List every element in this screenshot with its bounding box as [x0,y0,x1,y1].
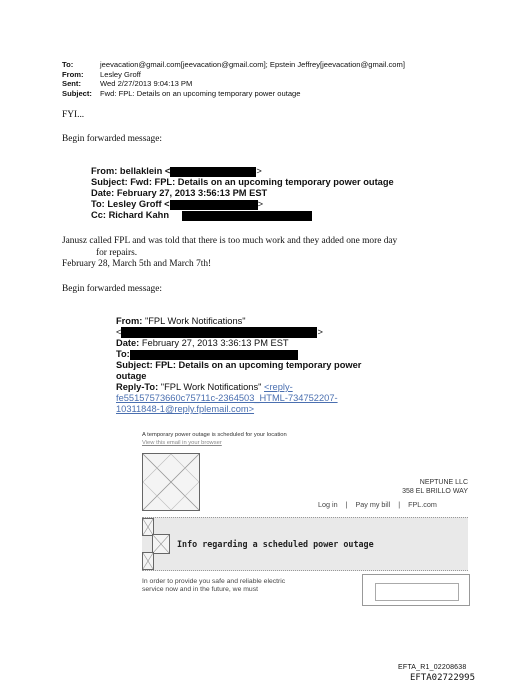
to-value: jeevacation@gmail.com[jeevacation@gmail.com]; Epstein Jeffrey[jeevacation@gmail.com] [100,60,405,69]
forward1-subject: Subject: Fwd: FPL: Details on an upcoming temporary power outage [91,177,394,187]
banner-heading: Info regarding a scheduled power outage [177,539,374,549]
redaction-box [170,200,258,210]
forward2-replyto-link1[interactable]: <reply- [264,382,293,393]
forward1-to-text: To: Lesley Groff < [91,199,170,209]
nav-fpl-link[interactable]: FPL.com [408,500,437,509]
view-in-browser-link[interactable]: View this email in your browser [142,440,222,446]
forward2-from-value: "FPL Work Notifications" [144,316,246,326]
note-block [62,236,462,271]
broken-image-icon [143,454,199,510]
sent-label: Sent: [62,79,81,89]
forward2-date [116,338,361,349]
subject-label: Subject: [62,88,92,98]
forward2-replyto-link2[interactable]: fe55157573660c75711c-2364503_HTML-734752207- [116,393,338,404]
redaction-box [182,211,312,221]
outage-notice: A temporary power outage is scheduled for your location [142,432,287,438]
side-panel-inner-box [375,583,459,601]
nav-login-link[interactable]: Log in [318,500,338,509]
forward2-from [116,316,361,327]
header-sent-row [62,79,405,89]
forward1-date: Date: February 27, 2013 3:56:13 PM EST [91,188,268,198]
nav-pay-bill-link[interactable]: Pay my bill [355,500,391,509]
forward1-from-end: > [256,166,262,176]
doc-id-small: EFTA_R1_02208638 [398,664,467,671]
forward1-cc-text: Cc: Richard Kahn [91,210,170,220]
header-subject-row [62,89,405,99]
forward2-replyto-value: "FPL Work Notifications" [160,382,262,393]
forward2-lt: < [116,327,122,337]
logo-image-placeholder [142,453,200,511]
forward1-to-end: > [257,199,264,209]
forward2-block [116,316,361,415]
subject-value: Fwd: FPL: Details on an upcoming temporary power outage [100,88,301,98]
begin-forwarded-2: Begin forwarded message: [62,284,162,294]
email-nav [318,500,437,509]
customer-name: NEPTUNE LLC [419,479,468,486]
note-line3: February 28, March 5th and March 7th! [62,259,212,269]
sent-value: Wed 2/27/2013 9:04:13 PM [100,79,193,89]
note-line1: Janusz called FPL and was told that there is too much work and they added one more day [62,236,398,246]
forward2-subject-value: FPL: Details on an upcoming temporary power [155,360,362,371]
header-from-row [62,70,405,80]
forward2-replyto-link3[interactable]: 10311848-1@reply.fplemail.com> [116,404,255,415]
broken-image-icon [143,553,153,569]
redaction-box [121,327,317,338]
header-to-row [62,60,405,70]
forward1-to [91,199,394,210]
intro-line2: service now and in the future, we must [142,586,258,594]
redaction-box [130,350,298,360]
doc-id-large: EFTA02722995 [410,673,476,683]
forward1-cc [91,210,394,221]
forward2-from-addr [116,327,361,338]
broken-image-icon [143,519,153,535]
broken-image-icon [153,535,169,553]
small-image-placeholder [152,534,170,554]
small-image-placeholder [142,552,154,570]
forward1-from-text: From: bellaklein < [91,166,171,176]
note-line2: for repairs. [96,247,138,258]
forward2-from-label: From: [116,316,143,326]
side-panel-frame [362,574,470,606]
forward1-block [91,166,394,221]
begin-forwarded-1: Begin forwarded message: [62,134,162,144]
forward2-date-label: Date: [116,338,140,349]
intro-line1: In order to provide you safe and reliable electric [142,578,286,585]
forward1-from [91,166,394,177]
redaction-box [170,167,256,177]
customer-address: 358 EL BRILLO WAY [402,488,468,495]
nav-separator: | [345,500,348,509]
forward2-replyto [116,382,361,393]
forward2-replyto-label: Reply-To: [116,382,159,393]
email-header [62,60,405,98]
forward2-to [116,349,361,360]
forward2-subject [116,360,361,371]
fyi-text: FYI... [62,110,85,120]
nav-separator: | [398,500,401,509]
from-label: From: [62,69,84,79]
forward2-to-label: To: [116,349,130,360]
from-value: Lesley Groff [100,69,141,79]
forward2-subject-cont: outage [116,371,147,382]
forward2-subject-label: Subject: [116,360,153,371]
email-intro [142,578,285,595]
to-label: To: [62,60,74,69]
forward2-date-value: February 27, 2013 3:36:13 PM EST [141,338,289,349]
forward2-gt: > [317,327,323,337]
customer-info [380,478,468,496]
